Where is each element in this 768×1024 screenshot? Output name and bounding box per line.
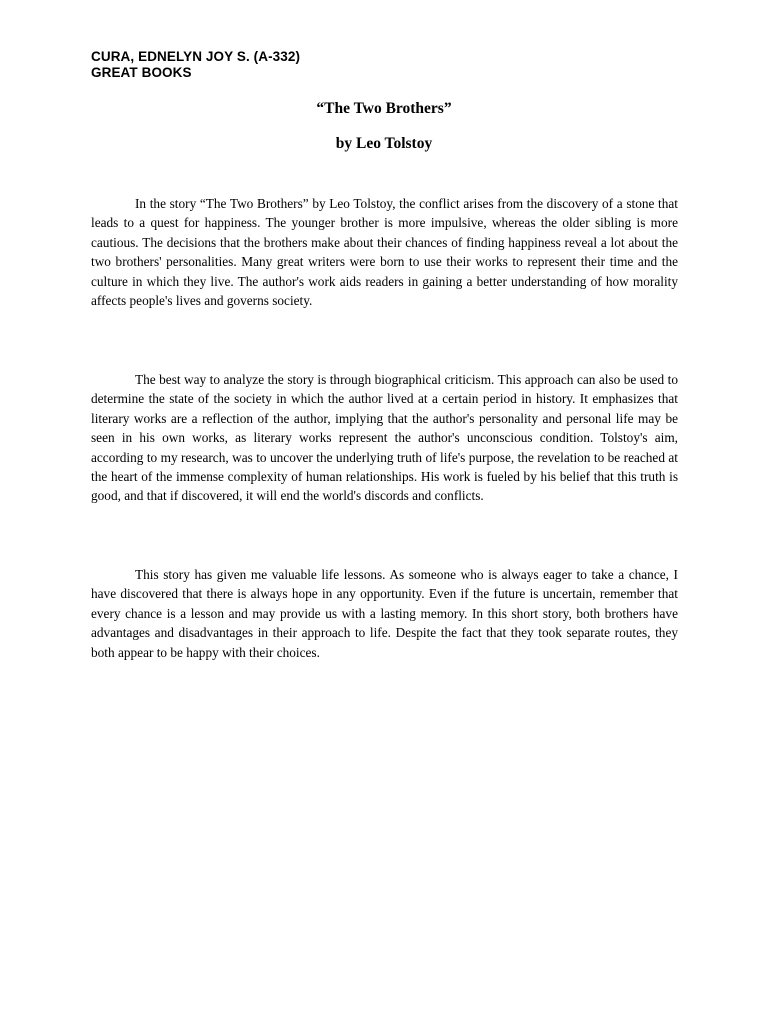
essay-paragraph-3: This story has given me valuable life lessons. As someone who is always eager to take a chance, I have discovered that there is always hope in any opportunity. Even if the future is uncertain, remember that every chance is a lesson and may provide us with a lasting memory. In this short story, both brothers have advantages and disadvantages in their approach to life. Despite the fact that they took separate routes, they both appear to be happy with their choices.	[91, 567, 678, 660]
student-name-line: CURA, EDNELYN JOY S. (A-332)	[91, 49, 301, 64]
essay-paragraph-2: The best way to analyze the story is through biographical criticism. This approach can also be used to determine the state of the society in which the author lived at a certain period in history. It emphasizes that literary works are a reflection of the author, implying that the author's personality and personal life may be seen in his own works, as literary works represent the author's unconscious condition. Tolstoy's aim, according to my research, was to uncover the underlying truth of life's purpose, the revelation to be reached at the heart of the immense complexity of human relationships. His work is fueled by his belief that this truth is good, and that if discovered, it will end the world's discords and conflicts.	[91, 372, 678, 504]
story-title: “The Two Brothers”	[316, 100, 452, 117]
course-line: GREAT BOOKS	[91, 65, 192, 80]
story-byline: by Leo Tolstoy	[335, 135, 433, 152]
document-header	[91, 49, 300, 81]
essay-paragraph-1: In the story “The Two Brothers” by Leo Tolstoy, the conflict arises from the discovery of a stone that leads to a quest for happiness. The younger brother is more impulsive, whereas the older sibling is more cautious. The decisions that the brothers make about their chances of finding happiness reveal a lot about the two brothers' personalities. Many great writers were born to use their works to represent their time and the culture in which they live. The author's work aids readers in gaining a better understanding of how morality affects people's lives and governs society.	[91, 196, 678, 309]
